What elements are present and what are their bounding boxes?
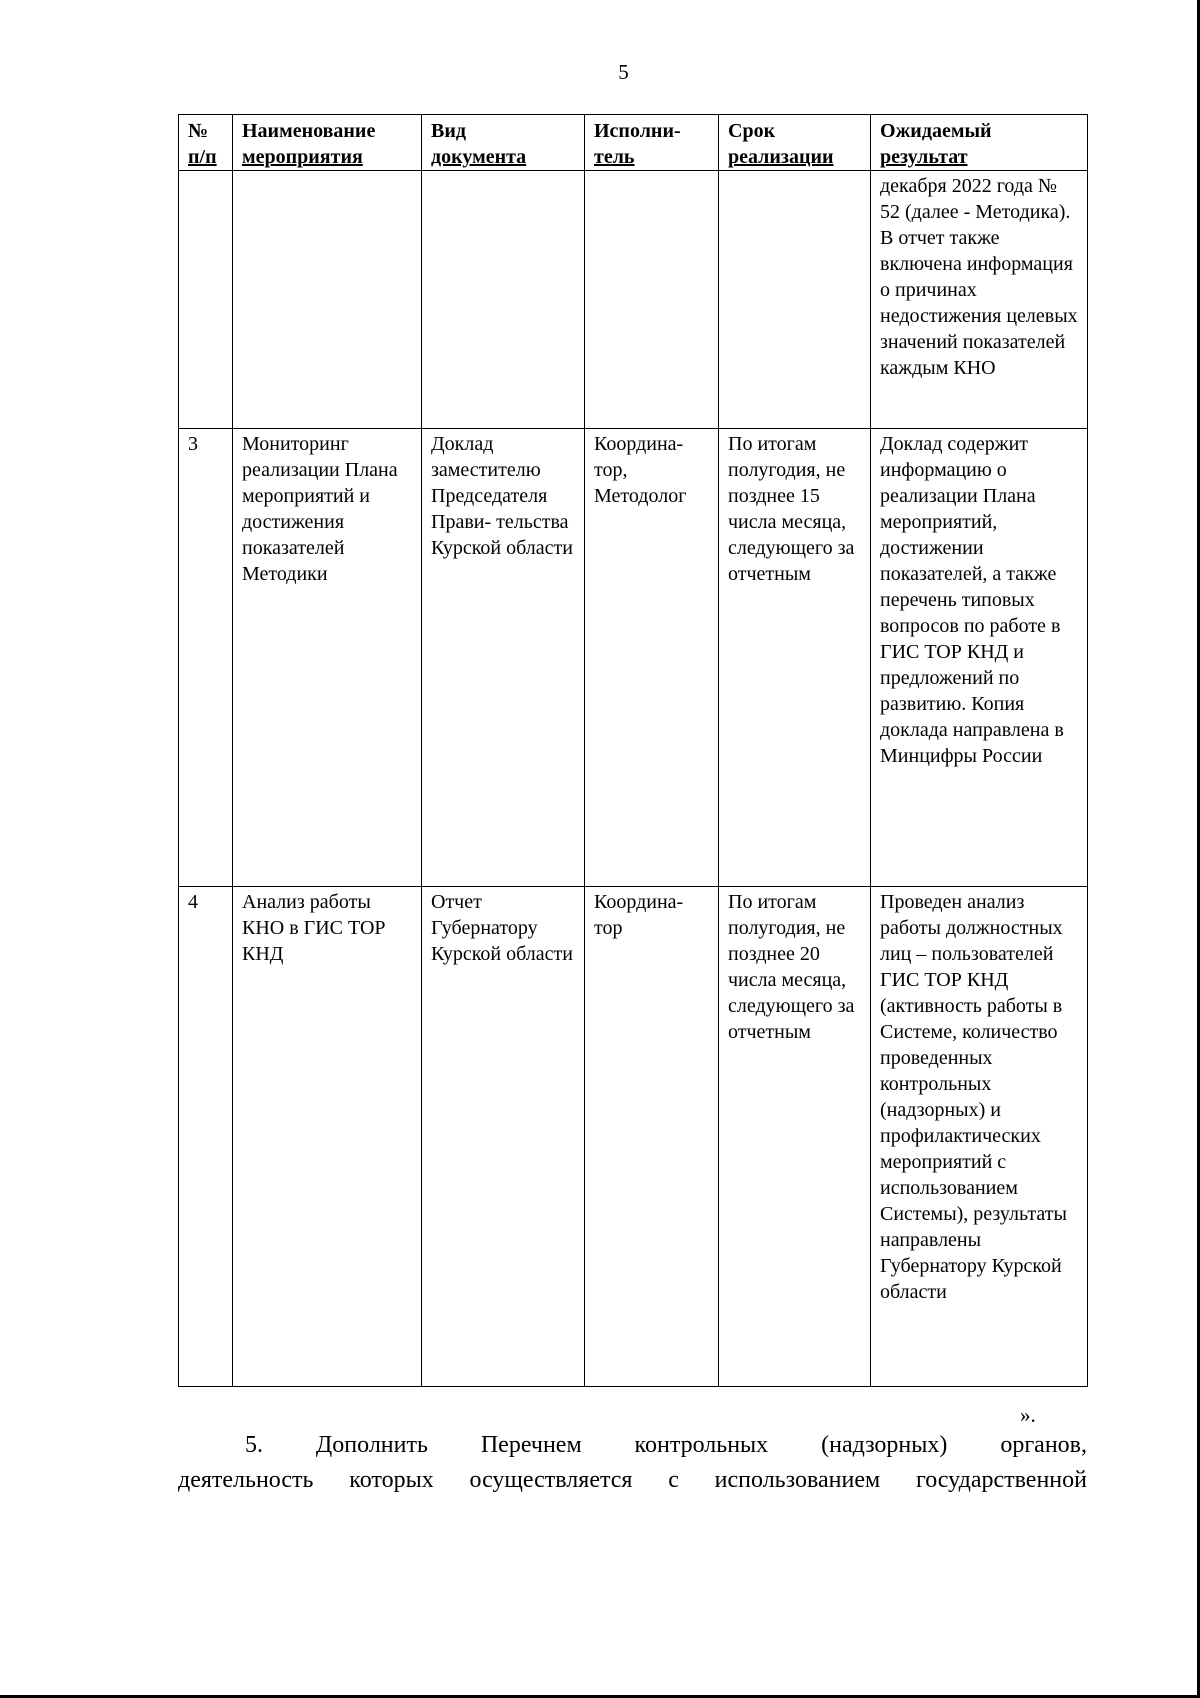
- page-number: 5: [618, 60, 629, 84]
- cell-number: [179, 171, 233, 429]
- cell-number: 3: [179, 429, 233, 887]
- header-number: № п/п: [179, 115, 233, 171]
- header-term: Срок реализации: [719, 115, 871, 171]
- table-row: [179, 171, 1088, 429]
- cell-number: 4: [179, 887, 233, 1387]
- paragraph-line-2: деятельность которых осуществляется с использованием государственной: [178, 1467, 1087, 1493]
- cell-event-name: Анализ работы КНО в ГИС ТОР КНД: [233, 887, 422, 1387]
- cell-expected-result: декабря 2022 года № 52 (далее - Методика). В отчет также включена информация о причинах недостижения целевых значений показателей каждым КНО: [871, 171, 1088, 429]
- cell-expected-result: Доклад содержит информацию о реализации Плана мероприятий, достижении показателей, а также перечень типовых вопросов по работе в ГИС ТОР КНД и предложений по развитию. Копия доклада направлена в Минцифры России: [871, 429, 1088, 887]
- cell-event-name: [233, 171, 422, 429]
- cell-term: [719, 171, 871, 429]
- action-plan-table: [178, 114, 1088, 1387]
- cell-document-type: Отчет Губернатору Курской области: [422, 887, 585, 1387]
- cell-term: По итогам полугодия, не позднее 20 числа месяца, следующего за отчетным: [719, 887, 871, 1387]
- cell-document-type: Доклад заместителю Председателя Прави- тельства Курской области: [422, 429, 585, 887]
- header-event-name: Наименование мероприятия: [233, 115, 422, 171]
- header-expected-result: Ожидаемый результат: [871, 115, 1088, 171]
- header-executor: Исполни- тель: [585, 115, 719, 171]
- table-row: [179, 429, 1088, 887]
- cell-executor: Координа- тор, Методолог: [585, 429, 719, 887]
- cell-term: По итогам полугодия, не позднее 15 числа месяца, следующего за отчетным: [719, 429, 871, 887]
- table-header-row: [179, 115, 1088, 171]
- header-document-type: Вид документа: [422, 115, 585, 171]
- closing-quote: ».: [1020, 1403, 1036, 1427]
- cell-expected-result: Проведен анализ работы должностных лиц – пользователей ГИС ТОР КНД (активность работы в Системе, количество проведенных контрольных (надзорных) и профилактических мероприятий с использованием Системы), результаты направлены Губернатору Курской области: [871, 887, 1088, 1387]
- paragraph-line-1: 5. Дополнить Перечнем контрольных (надзорных) органов,: [245, 1432, 1087, 1458]
- cell-executor: [585, 171, 719, 429]
- cell-event-name: Мониторинг реализации Плана мероприятий и достижения показателей Методики: [233, 429, 422, 887]
- cell-executor: Координа- тор: [585, 887, 719, 1387]
- cell-document-type: [422, 171, 585, 429]
- table-row: [179, 887, 1088, 1387]
